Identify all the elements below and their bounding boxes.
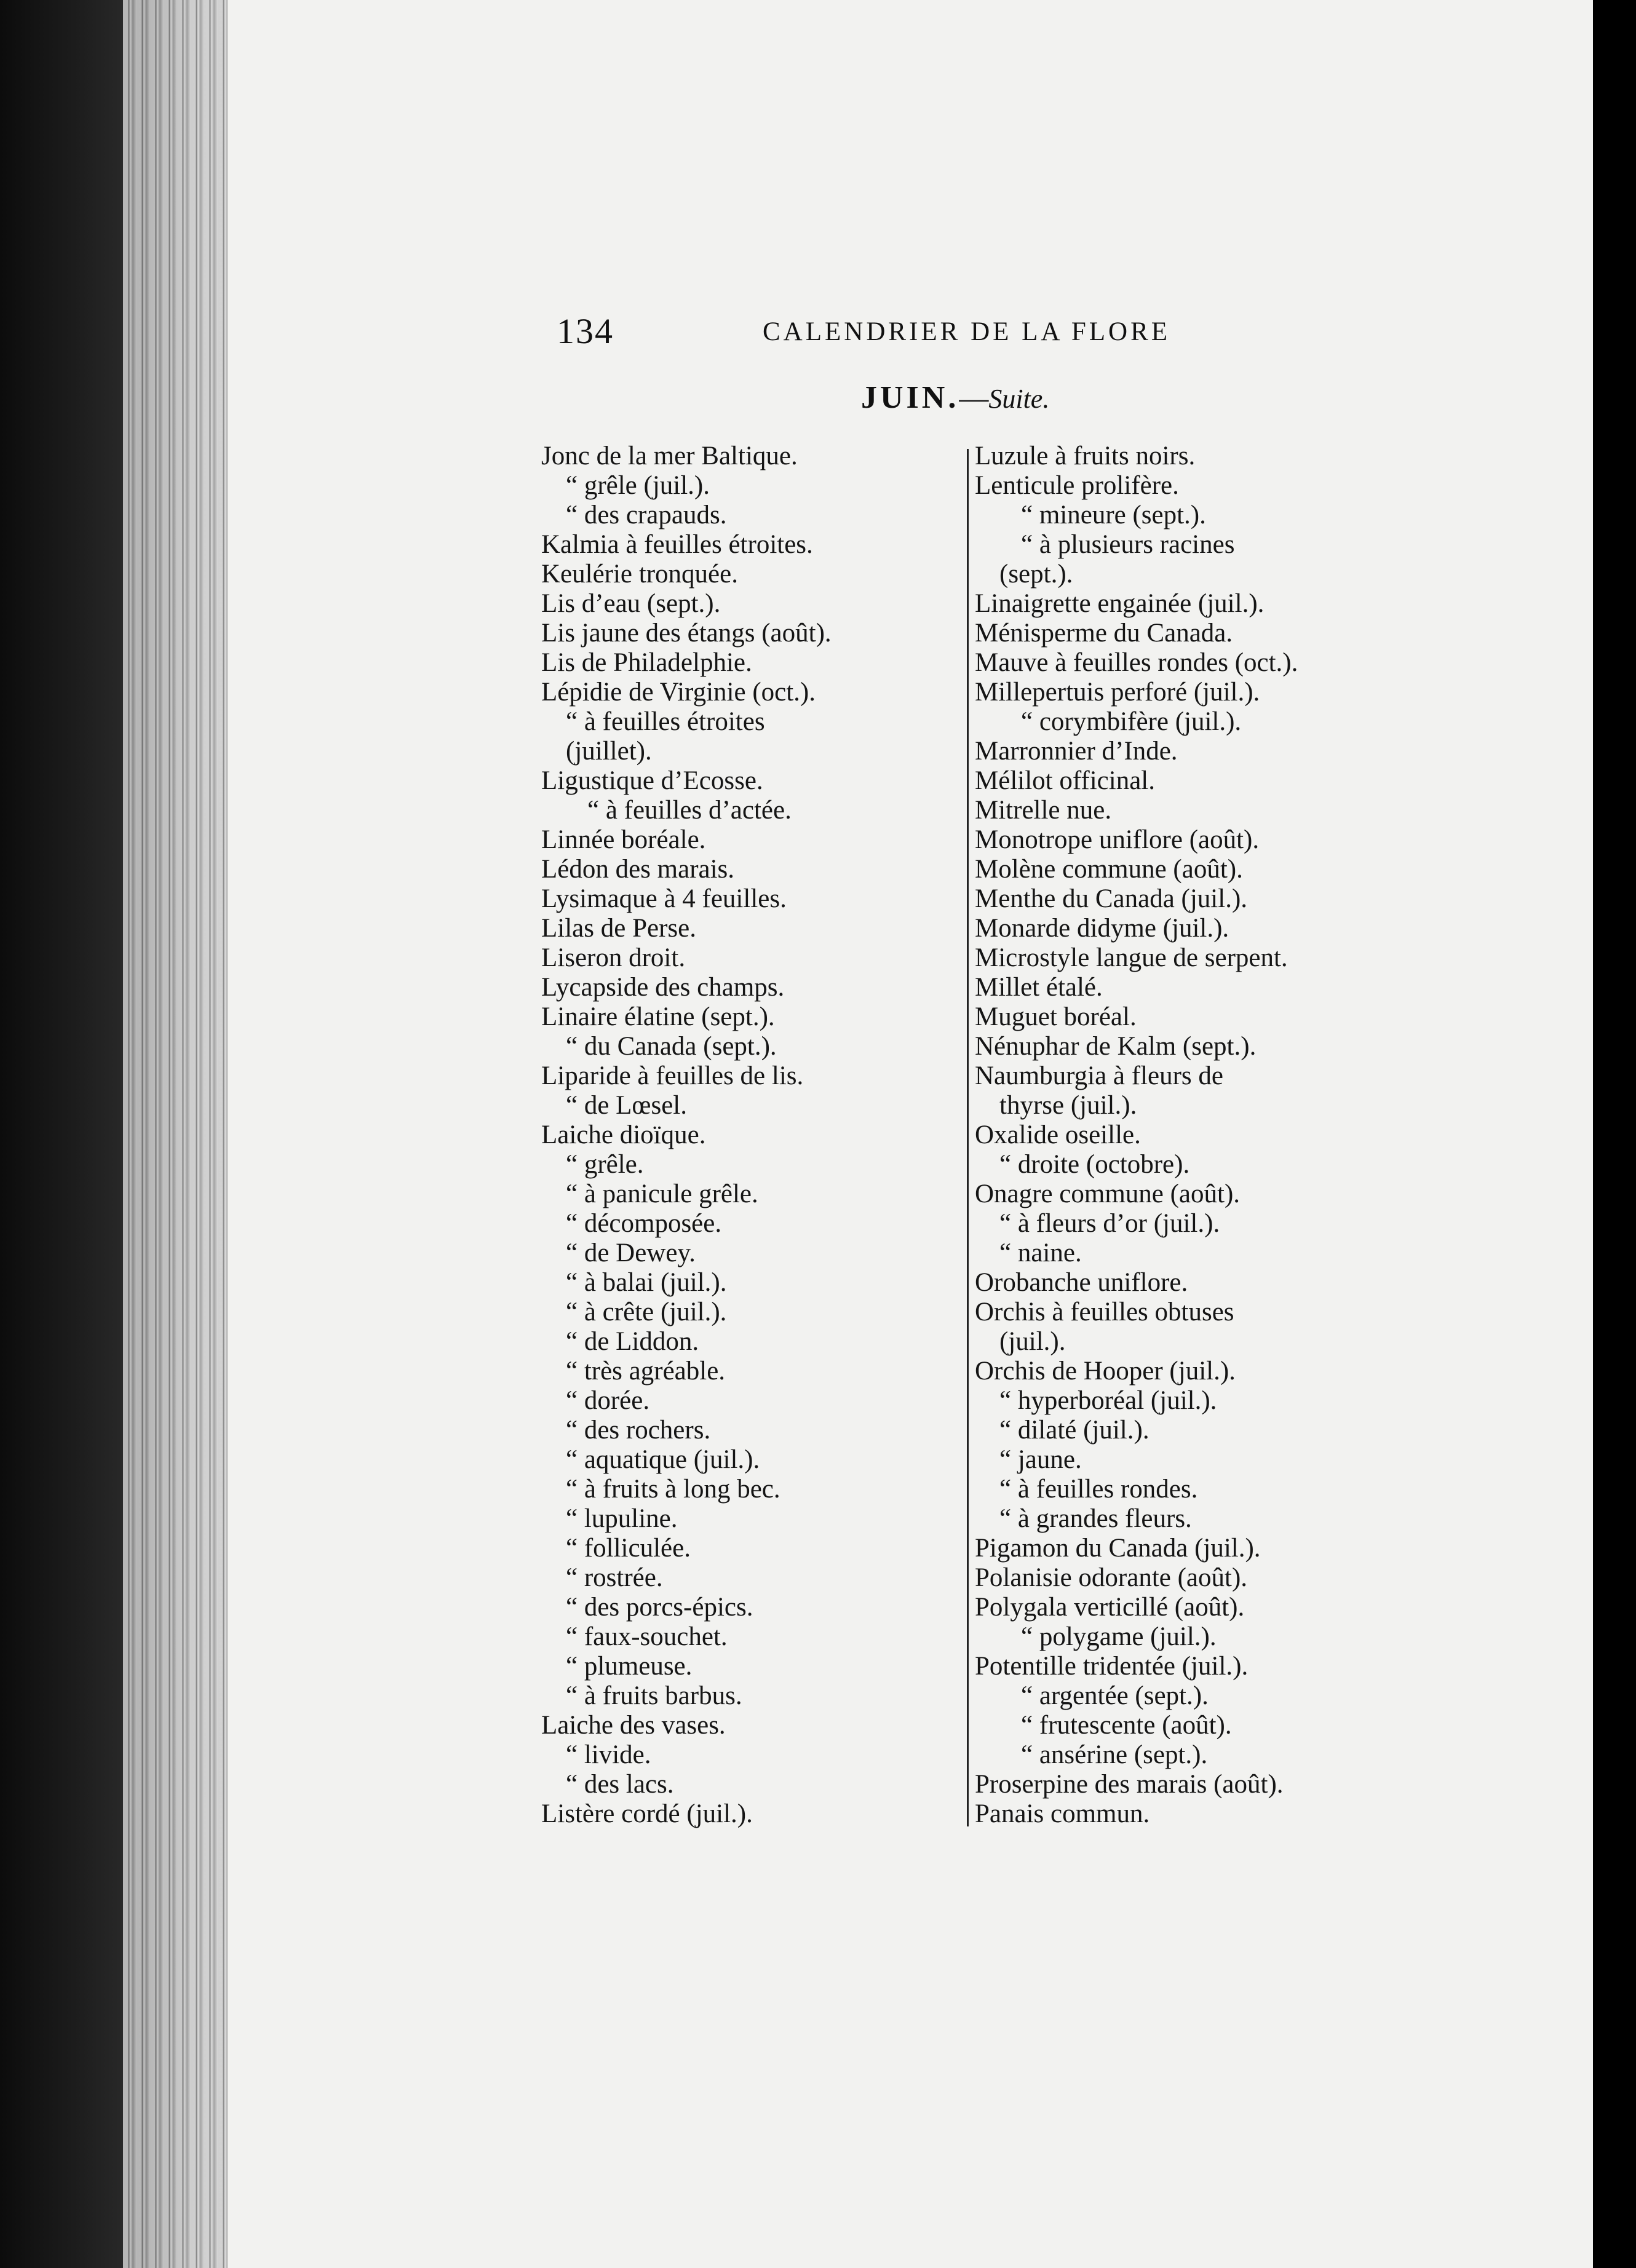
list-item: Mélilot officinal. <box>975 766 1155 795</box>
list-item: “ grêle (juil.). <box>566 471 710 500</box>
list-item: “ à feuilles étroites <box>566 707 765 736</box>
list-item: “ dilaté (juil.). <box>999 1416 1150 1445</box>
list-item: “ à panicule grêle. <box>566 1180 758 1208</box>
list-item: “ du Canada (sept.). <box>566 1032 777 1061</box>
list-item: Microstyle langue de serpent. <box>975 943 1288 972</box>
list-item: Kalmia à feuilles étroites. <box>541 530 813 559</box>
list-item: Ligustique d’Ecosse. <box>541 766 763 795</box>
list-item: “ à crête (juil.). <box>566 1298 727 1326</box>
list-item: Nénuphar de Kalm (sept.). <box>975 1032 1257 1061</box>
list-item: “ corymbifère (juil.). <box>1021 707 1242 736</box>
list-item: Lysimaque à 4 feuilles. <box>541 884 787 913</box>
list-item: “ à balai (juil.). <box>566 1268 727 1297</box>
list-item: (sept.). <box>999 560 1073 589</box>
list-item: Keulérie tronquée. <box>541 560 738 589</box>
list-item: “ folliculée. <box>566 1534 691 1563</box>
list-item: “ des porcs-épics. <box>566 1593 753 1622</box>
list-item: Monotrope uniflore (août). <box>975 825 1260 854</box>
list-item: Proserpine des marais (août). <box>975 1770 1284 1799</box>
list-item: Luzule à fruits noirs. <box>975 442 1196 470</box>
list-item: Muguet boréal. <box>975 1002 1137 1031</box>
list-item: Jonc de la mer Baltique. <box>541 442 798 470</box>
list-item: “ à plusieurs racines <box>1021 530 1235 559</box>
list-item: Liparide à feuilles de lis. <box>541 1061 804 1090</box>
list-item: Ménisperme du Canada. <box>975 619 1233 648</box>
list-item: Lycapside des champs. <box>541 973 785 1002</box>
list-item: “ de Dewey. <box>566 1239 696 1267</box>
list-item: Liseron droit. <box>541 943 686 972</box>
list-item: thyrse (juil.). <box>999 1091 1137 1120</box>
list-item: “ aquatique (juil.). <box>566 1445 760 1474</box>
scan-border-right <box>1593 0 1636 2268</box>
list-item: Lis d’eau (sept.). <box>541 589 721 618</box>
list-item: Linaigrette engainée (juil.). <box>975 589 1265 618</box>
list-item: “ jaune. <box>999 1445 1082 1474</box>
list-item: (juillet). <box>566 737 652 766</box>
list-item: Polygala verticillé (août). <box>975 1593 1245 1622</box>
list-item: Lis de Philadelphie. <box>541 648 752 677</box>
list-item: “ rostrée. <box>566 1563 663 1592</box>
list-item: “ frutescente (août). <box>1021 1711 1232 1740</box>
list-item: “ de Lœsel. <box>566 1091 688 1120</box>
list-item: Lépidie de Virginie (oct.). <box>541 678 816 707</box>
list-item: Menthe du Canada (juil.). <box>975 884 1248 913</box>
left-column <box>541 442 966 1829</box>
list-item: Laiche des vases. <box>541 1711 726 1740</box>
list-item: Marronnier d’Inde. <box>975 737 1178 766</box>
list-item: “ naine. <box>999 1239 1082 1267</box>
list-item: “ décomposée. <box>566 1209 722 1238</box>
list-item: “ à fruits à long bec. <box>566 1475 780 1504</box>
list-item: Listère cordé (juil.). <box>541 1799 753 1828</box>
list-item: Millet étalé. <box>975 973 1103 1002</box>
list-item: Lédon des marais. <box>541 855 735 884</box>
list-item: Laiche dioïque. <box>541 1120 706 1149</box>
section-heading <box>861 379 1049 416</box>
list-item: Molène commune (août). <box>975 855 1243 884</box>
heading-dash: — <box>959 382 989 414</box>
list-item: “ polygame (juil.). <box>1021 1622 1217 1651</box>
column-divider <box>967 449 969 1826</box>
list-item: “ argentée (sept.). <box>1021 1681 1209 1710</box>
running-title: CALENDRIER DE LA FLORE <box>763 317 1171 346</box>
list-item: “ à feuilles d’actée. <box>587 796 792 825</box>
list-item: “ ansérine (sept.). <box>1021 1740 1208 1769</box>
list-item: Potentille tridentée (juil.). <box>975 1652 1249 1681</box>
list-item: Orchis de Hooper (juil.). <box>975 1357 1236 1386</box>
list-item: “ droite (octobre). <box>999 1150 1190 1179</box>
list-item: (juil.). <box>999 1327 1066 1356</box>
list-item: Oxalide oseille. <box>975 1120 1141 1149</box>
list-item: “ à fleurs d’or (juil.). <box>999 1209 1220 1238</box>
list-item: Onagre commune (août). <box>975 1180 1241 1208</box>
right-column <box>975 442 1387 1829</box>
list-item: “ livide. <box>566 1740 651 1769</box>
list-item: Polanisie odorante (août). <box>975 1563 1248 1592</box>
list-item: Mitrelle nue. <box>975 796 1112 825</box>
list-item: Lenticule prolifère. <box>975 471 1179 500</box>
list-item: Linnée boréale. <box>541 825 706 854</box>
list-item: “ faux-souchet. <box>566 1622 728 1651</box>
list-item: “ des lacs. <box>566 1770 674 1799</box>
list-item: Linaire élatine (sept.). <box>541 1002 775 1031</box>
list-item: Mauve à feuilles rondes (oct.). <box>975 648 1298 677</box>
list-item: Naumburgia à fleurs de <box>975 1061 1223 1090</box>
list-item: “ lupuline. <box>566 1504 678 1533</box>
list-item: “ mineure (sept.). <box>1021 501 1206 529</box>
list-item: “ plumeuse. <box>566 1652 693 1681</box>
list-item: “ à feuilles rondes. <box>999 1475 1198 1504</box>
page-number: 134 <box>557 311 614 351</box>
list-item: Monarde didyme (juil.). <box>975 914 1229 943</box>
list-item: “ à grandes fleurs. <box>999 1504 1192 1533</box>
month-heading: JUIN. <box>861 380 959 415</box>
list-item: Millepertuis perforé (juil.). <box>975 678 1260 707</box>
list-item: “ des crapauds. <box>566 501 727 529</box>
page-stack-edge <box>123 0 240 2268</box>
list-item: “ de Liddon. <box>566 1327 699 1356</box>
list-item: Lis jaune des étangs (août). <box>541 619 832 648</box>
list-item: “ à fruits barbus. <box>566 1681 742 1710</box>
list-item: Orchis à feuilles obtuses <box>975 1298 1234 1326</box>
list-item: Panais commun. <box>975 1799 1150 1828</box>
list-item: “ des rochers. <box>566 1416 711 1445</box>
list-item: “ dorée. <box>566 1386 650 1415</box>
list-item: “ grêle. <box>566 1150 644 1179</box>
list-item: “ hyperboréal (juil.). <box>999 1386 1217 1415</box>
list-item: Lilas de Perse. <box>541 914 696 943</box>
list-item: Pigamon du Canada (juil.). <box>975 1534 1261 1563</box>
list-item: Orobanche uniflore. <box>975 1268 1188 1297</box>
heading-suite: Suite. <box>988 384 1050 414</box>
list-item: “ très agréable. <box>566 1357 726 1386</box>
